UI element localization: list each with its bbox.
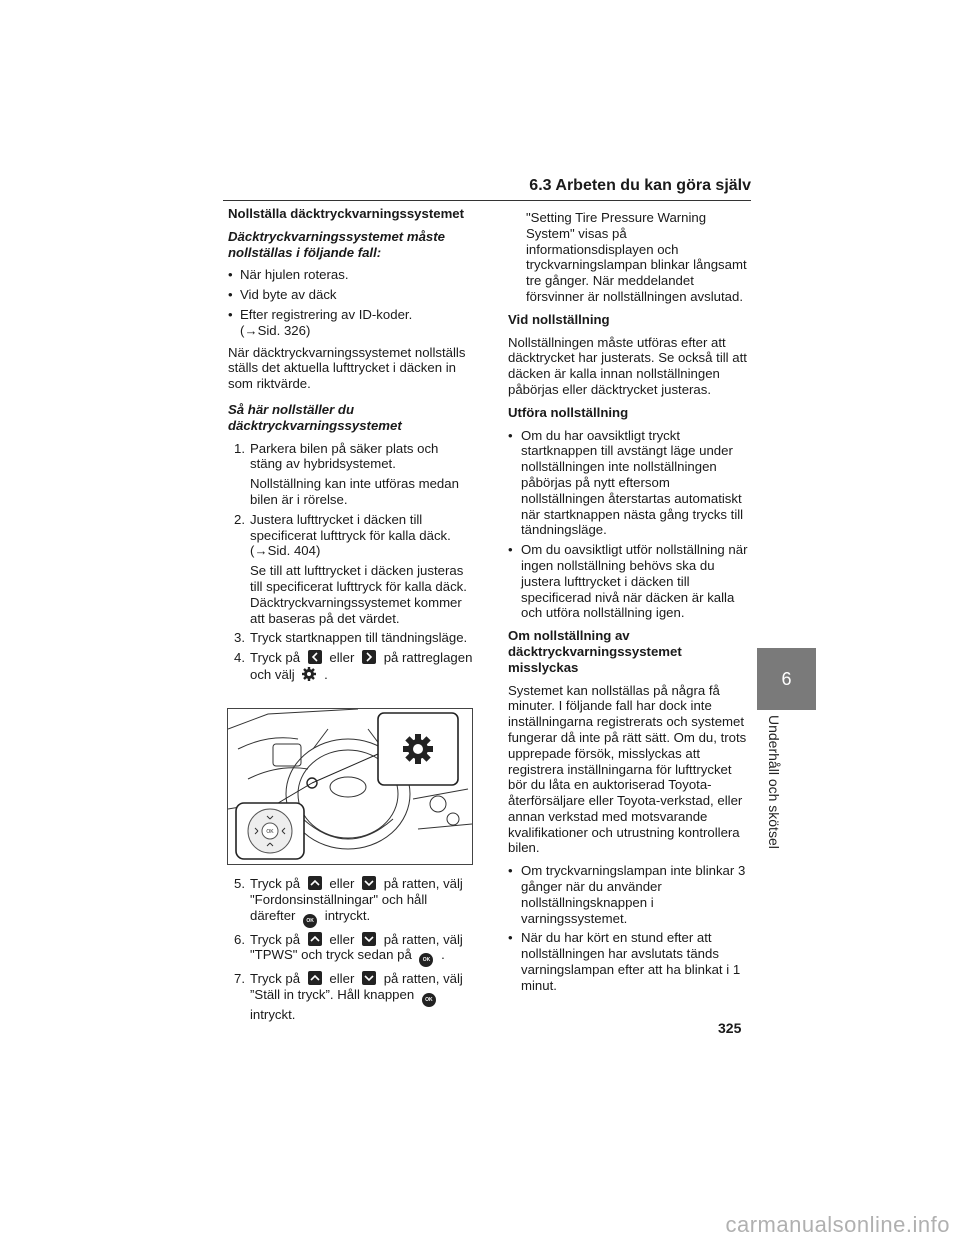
step-text: "Fordonsinställningar" och håll — [250, 891, 428, 907]
list-item: • Om du har oavsiktligt tryckt startknappen till avstängt läge under nollställningen inte nollställningen påbörjas på nytt eftersom nollställningen återstartas automatiskt när startknappen nästa gång trycks till tändningsläge. — [508, 428, 753, 539]
step-text: intryckt. — [250, 1007, 296, 1023]
list-item: • Om tryckvarningslampan inte blinkar 3 gånger när du använder nollställningsknappen i varningssystemet. — [508, 863, 753, 926]
step-note: Se till att lufttrycket i däcken justeras till specificerat lufttryck för kalla däck. Däcktryckvarningssystemet kommer att baseras på det värdet. — [250, 563, 467, 626]
step-text: "TPWS" och tryck sedan på — [250, 947, 412, 963]
step-text: på ratten, välj — [383, 931, 463, 947]
ok-button-icon: OK — [422, 993, 436, 1007]
page-reference-link[interactable]: (→Sid. 404) — [250, 543, 321, 559]
step-4 — [234, 650, 474, 683]
steering-wheel-illustration — [227, 708, 473, 865]
step-text: . — [324, 666, 328, 682]
steps-list-continued — [228, 876, 474, 1023]
step-text: Tryck på — [250, 650, 301, 666]
step-number: 5. — [234, 876, 245, 891]
chevron-down-icon — [362, 876, 376, 890]
step-text: eller — [329, 971, 355, 987]
step-text: Tryck på — [250, 971, 301, 987]
step-note: Nollställning kan inte utföras medan bilen är i rörelse. — [250, 476, 459, 507]
list-item: • Om du oavsiktligt utför nollställning när ingen nollställning behövs ska du justera lufttrycket i däcken till specificerad nivå när däcken är kalla och utföra nollställning igen. — [508, 542, 753, 621]
step-7 — [234, 971, 474, 1023]
step-text: på ratten, välj — [383, 876, 463, 891]
list-item-text: Efter registrering av ID-koder. — [240, 306, 413, 322]
chevron-up-icon — [308, 876, 322, 890]
list-item: • När hjulen roteras. — [228, 267, 474, 283]
chevron-right-icon — [362, 650, 376, 664]
step-6 — [234, 932, 474, 968]
chevron-down-icon — [362, 971, 376, 985]
step-text: Parkera bilen på säker plats och stäng av hybridsystemet. — [250, 440, 439, 472]
chapter-title: Underhåll och skötsel — [766, 715, 782, 849]
ok-button-icon: OK — [303, 914, 317, 928]
step-number: 6. — [234, 931, 245, 947]
list-item: • När du har kört en stund efter att nollställningen har avslutats tänds varningslampan efter att ha blinkat i 1 minut. — [508, 930, 753, 993]
watermark-text: carmanualsonline.info — [725, 1212, 950, 1237]
step-5 — [234, 876, 474, 928]
step-text: Tryck startknappen till tändningsläge. — [250, 630, 468, 646]
page-reference-link[interactable]: (→Sid. 326) — [240, 322, 311, 338]
paragraph: Nollställningen måste utföras efter att däcktrycket har justerats. Se också till att däcken är kalla innan nollställningen påbörjas eller däcktrycket justeras. — [508, 334, 747, 397]
step-text: på rattreglagen — [383, 650, 473, 666]
heading-at-reset: Vid nollställning — [508, 311, 610, 327]
header-divider — [223, 200, 751, 201]
step-number: 7. — [234, 971, 245, 987]
page-number: 325 — [718, 1020, 742, 1036]
step-text: intryckt. — [324, 907, 371, 923]
step-text: eller — [329, 650, 355, 666]
steps-list — [228, 441, 474, 683]
step-text: ”Ställ in tryck”. Håll knappen — [250, 987, 415, 1003]
chevron-up-icon — [308, 932, 322, 946]
heading-reset-fails: Om nollställning av däcktryckvarningssystemet misslyckas — [508, 628, 682, 675]
subheading-how: Så här nollställer du däcktryckvarningssystemet — [228, 401, 402, 433]
step-text: Tryck på — [250, 876, 301, 891]
chevron-left-icon — [308, 650, 322, 664]
right-column — [508, 210, 753, 998]
step-2 — [234, 512, 474, 559]
step-text: därefter — [250, 907, 296, 923]
step-number: 4. — [234, 650, 245, 666]
step-text: . — [441, 947, 445, 963]
chapter-title-vertical — [766, 715, 786, 865]
section-heading: Nollställa däcktryckvarningssystemet — [228, 206, 465, 221]
step-1 — [234, 441, 474, 473]
dashboard-drawing — [228, 709, 472, 864]
step-3 — [234, 630, 474, 646]
step-7-continuation: "Setting Tire Pressure Warning System" visas på informationsdisplayen och tryckvarningslampan blinkar långsamt tre gånger. När meddelandet försvinner är nollställningen avslutad. — [526, 210, 747, 304]
figure-ok-label: OK — [266, 829, 274, 835]
step-number: 2. — [234, 511, 245, 527]
chevron-up-icon — [308, 971, 322, 985]
ok-button-icon: OK — [419, 953, 433, 967]
list-item — [228, 307, 474, 339]
paragraph: Systemet kan nollställas på några få minuter. I följande fall har dock inte inställningarna registrerats och systemet fungerar då inte på rätt sätt. Om du, trots upprepade försök, misslyckas att registrera inställningarna för lufttrycket bör du låta en auktoriserad Toyota-återförsäljare eller Toyota-verkstad, eller annan verkstad med motsvarande kvalifikationer och utrustning kontrollera bilen. — [508, 682, 747, 856]
list-item: • Vid byte av däck — [228, 287, 474, 303]
step-number: 1. — [234, 440, 245, 456]
gear-icon — [301, 666, 317, 682]
heading-perform-reset: Utföra nollställning — [508, 404, 629, 420]
step-text: och välj — [250, 666, 295, 682]
step-text: eller — [329, 876, 355, 891]
step-text: Tryck på — [250, 931, 301, 947]
chapter-tab[interactable]: 6 — [757, 648, 816, 710]
left-column-lower — [228, 876, 474, 1027]
subheading-when: Däcktryckvarningssystemet måste nollställas i följande fall: — [228, 228, 445, 260]
chevron-down-icon — [362, 932, 376, 946]
step-text: Justera lufttrycket i däcken till specificerat lufttryck för kalla däck. — [250, 511, 451, 543]
step-number: 3. — [234, 630, 245, 646]
step-text: på ratten, välj — [383, 971, 463, 987]
section-title: 6.3 Arbeten du kan göra själv — [529, 177, 751, 194]
left-column — [228, 206, 474, 687]
step-text: eller — [329, 931, 355, 947]
paragraph: När däcktryckvarningssystemet nollställs ställs det aktuella lufttrycket i däcken in som riktvärde. — [228, 344, 466, 392]
